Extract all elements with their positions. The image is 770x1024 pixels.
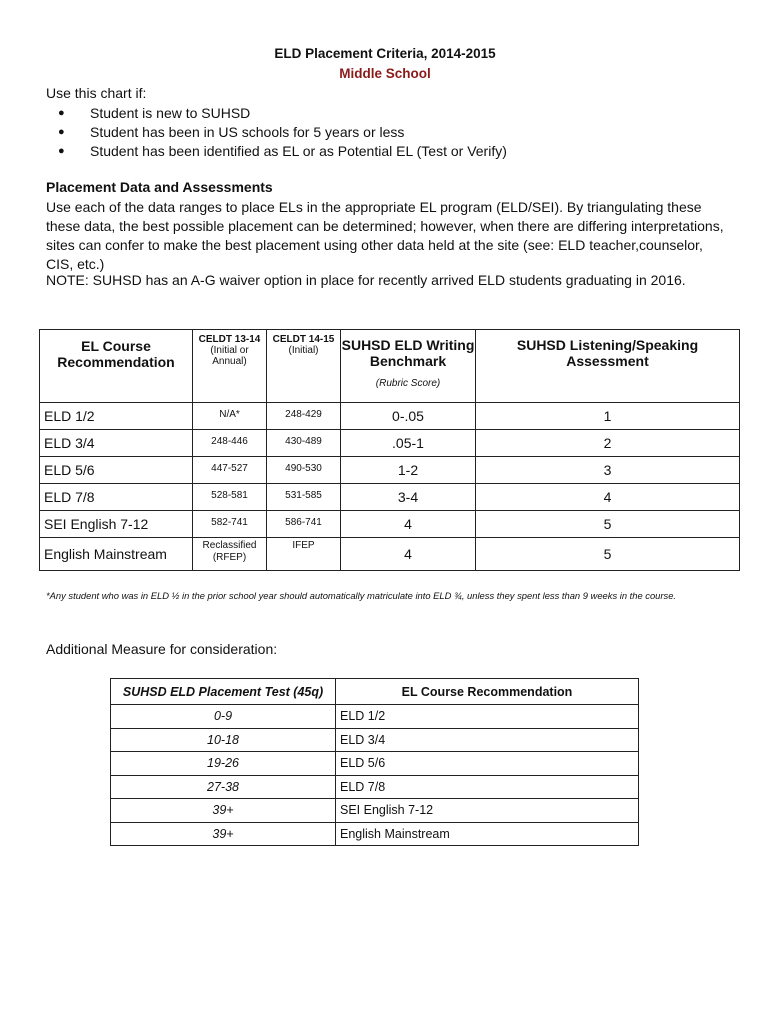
table-row: 27-38 ELD 7/8 <box>111 775 639 799</box>
table-row: ELD 1/2 N/A* 248-429 0-.05 1 <box>40 403 740 430</box>
section-heading: Placement Data and Assessments <box>46 179 273 195</box>
waiver-note: NOTE: SUHSD has an A-G waiver option in place for recently arrived ELD students graduating in 2016. <box>46 272 686 288</box>
header-listening-speaking: SUHSD Listening/Speaking Assessment <box>476 330 740 403</box>
table-row: 10-18 ELD 3/4 <box>111 728 639 752</box>
page-subtitle: Middle School <box>339 66 431 81</box>
header-celdt-14-15: CELDT 14-15 (Initial) <box>267 330 341 403</box>
table-row: ELD 3/4 248-446 430-489 .05-1 2 <box>40 430 740 457</box>
criteria-list <box>46 104 507 161</box>
header-celdt-13-14: CELDT 13-14 (Initial or Annual) <box>193 330 267 403</box>
bullet-icon: ● <box>58 126 65 138</box>
header-writing-benchmark: SUHSD ELD Writing Benchmark (Rubric Score) <box>341 330 476 403</box>
table-row: English Mainstream Reclassified (RFEP) IFEP 4 5 <box>40 538 740 571</box>
list-item: ● Student is new to SUHSD <box>58 105 251 121</box>
list-item: ● Student has been identified as EL or as Potential EL (Test or Verify) <box>58 143 507 159</box>
header-course: EL Course Recommendation <box>40 330 193 403</box>
table-row: 39+ SEI English 7-12 <box>111 799 639 823</box>
table-row: SEI English 7-12 582-741 586-741 4 5 <box>40 511 740 538</box>
table-row: ELD 7/8 528-581 531-585 3-4 4 <box>40 484 740 511</box>
table-row: ELD 5/6 447-527 490-530 1-2 3 <box>40 457 740 484</box>
footnote: *Any student who was in ELD ½ in the prior school year should automatically matriculate into ELD ¾, unless they spent less than 9 weeks in the course. <box>46 590 677 601</box>
bullet-icon: ● <box>58 145 65 157</box>
section-paragraph: Use each of the data ranges to place ELs in the appropriate EL program (ELD/SEI). By triangulating these these data, the best possible placement can be determined; however, when there are differing interpretations, sites can confer to make the best placement using other data held at the site (see: ELD teacher,counselor, CIS, etc.) <box>46 199 724 272</box>
placement-test-table <box>110 678 639 846</box>
page-title: ELD Placement Criteria, 2014-2015 <box>274 46 496 61</box>
table-row: 0-9 ELD 1/2 <box>111 705 639 729</box>
placement-table <box>39 329 740 571</box>
list-item: ● Student has been in US schools for 5 years or less <box>58 124 405 140</box>
intro-text: Use this chart if: <box>46 85 147 101</box>
header-placement-test: SUHSD ELD Placement Test (45q) <box>111 679 336 705</box>
table-row: 39+ English Mainstream <box>111 822 639 846</box>
additional-heading: Additional Measure for consideration: <box>46 641 278 657</box>
header-course-recommendation: EL Course Recommendation <box>336 679 639 705</box>
bullet-icon: ● <box>58 107 65 119</box>
table-row: 19-26 ELD 5/6 <box>111 752 639 776</box>
